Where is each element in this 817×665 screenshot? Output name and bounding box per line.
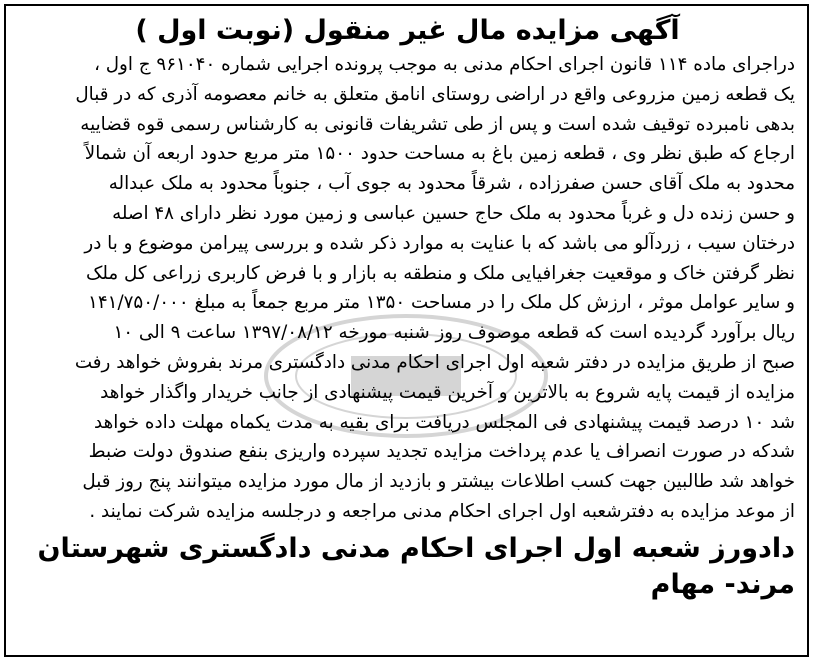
body-line: نظر گرفتن خاک و موقعیت جغرافیایی ملک و منطقه به بازار و با فرض کاربری زراعی کل ملک	[86, 262, 795, 284]
body-line: خواهد شد طالبین جهت کسب اطلاعات بیشتر و بازدید از مال مورد مزایده میتوانند پنج روز قبل	[82, 471, 795, 493]
body-line: محدود به ملک آقای حسن صفرزاده ، شرقاً محدود به جوی آب ، جنوباً محدود به ملک عبداله	[108, 173, 795, 195]
auction-notice	[4, 4, 809, 657]
body-line: ریال برآورد گردیده است که قطعه موصوف روز شنبه مورخه ۱۳۹۷/۰۸/۱۲ ساعت ۹ الی ۱۰	[113, 322, 795, 344]
notice-body	[20, 50, 795, 527]
body-line: شد ۱۰ درصد قیمت پیشنهادی فی المجلس دریافت برای بقیه به مدت یکماه مهلت داده خواهد	[94, 411, 795, 433]
body-line: شدکه در صورت انصراف یا عدم پرداخت مزایده تجدید سپرده واریزی بنفع صندوق دولت ضبط	[88, 441, 795, 463]
body-line: بدهی نامبرده توقیف شده است و پس از طی تشریفات قانونی به کارشناس رسمی قوه قضاییه	[80, 113, 795, 135]
body-line: دراجرای ماده ۱۱۴ قانون اجرای احکام مدنی به موجب پرونده اجرایی شماره ۹۶۱۰۴۰ ج اول ،	[94, 54, 795, 75]
body-line: و سایر عوامل موثر ، ارزش کل ملک را در مساحت ۱۳۵۰ متر مربع جمعاً به مبلغ ۱۴۱/۷۵۰/۰۰۰	[88, 292, 795, 314]
body-line: مزایده از قیمت پایه شروع به بالاترین و آخرین قیمت پیشنهادی از جانب خریدار واگذار خواهد	[100, 381, 795, 403]
body-line: یک قطعه زمین مزروعی واقع در اراضی روستای انامق متعلق به خانم معصومه آذری که در قبال	[75, 83, 795, 105]
notice-signature: دادورز شعبه اول اجرای احکام مدنی دادگستری شهرستان مرند- مهام	[37, 532, 795, 600]
notice-title: آگهی مزایده مال غیر منقول (نوبت اول )	[135, 15, 680, 46]
body-line: و حسن زنده دل و غرباً محدود به ملک حاج حسین عباسی و زمین مورد نظر دارای ۴۸ اصله	[112, 202, 795, 224]
body-line: صبح از طریق مزایده در دفتر شعبه اول اجرای احکام مدنی دادگستری مرند بفروش خواهد رفت	[74, 351, 795, 373]
body-line: ارجاع که طبق نظر وی ، قطعه زمین باغ به مساحت حدود ۱۵۰۰ متر مربع حدود اربعه آن شمالاً	[84, 143, 795, 165]
body-line: از موعد مزایده به دفترشعبه اول اجرای احکام مدنی مراجعه و درجلسه مزایده شرکت نمایند .	[89, 500, 795, 522]
body-line: درختان سیب ، زردآلو می باشد که با عنایت به موارد ذکر شده و بررسی پیرامن موضوع و با در	[84, 232, 795, 254]
